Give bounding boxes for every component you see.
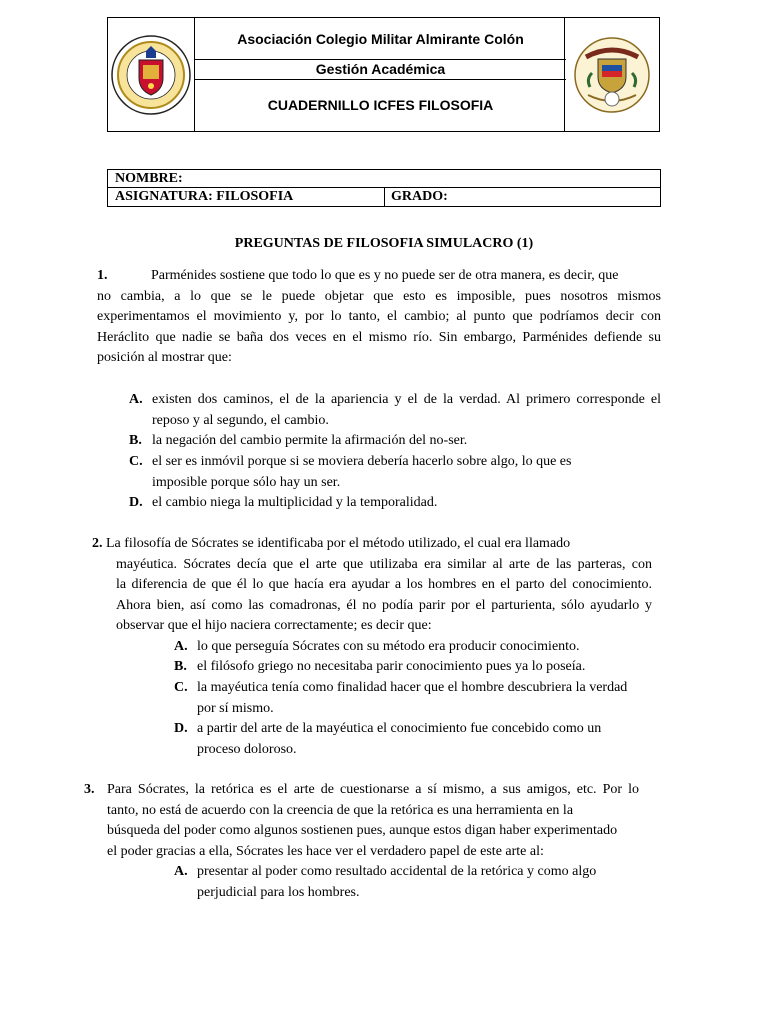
question-text-line: Ahora bien, así como las comadronas, él no podía parir por el parturienta, sólo ayudarlo y <box>116 597 652 613</box>
anniversary-logo-icon <box>572 35 652 115</box>
question-text-line: búsqueda del poder como algunos sostienen pues, aunque estos digan haber experimentado <box>107 823 618 838</box>
question-text-line: experimentamos el movimiento y, por lo tanto, el cambio; al punto que podríamos decir con <box>97 309 661 324</box>
option-text-line: proceso doloroso. <box>197 741 297 757</box>
option-text-line: perjudicial para los hombres. <box>197 884 360 900</box>
option-text-line: la mayéutica tenía como finalidad hacer que el hombre descubriera la verdad <box>197 680 628 695</box>
option-text-line: el filósofo griego no necesitaba parir conocimiento pues ya lo poseía. <box>197 659 586 674</box>
grade-field-label: GRADO: <box>391 189 448 204</box>
option-text-line: existen dos caminos, el de la apariencia y el de la verdad. Al primero corresponde el <box>152 392 661 407</box>
option-text-line: imposible porque sólo hay un ser. <box>152 474 341 490</box>
header-titles <box>195 18 566 131</box>
school-crest-right <box>564 18 659 131</box>
question-text-line: no cambia, a lo que se le puede objetar que esto es imposible, pues nosotros mismos <box>97 288 661 304</box>
institution-name: Asociación Colegio Militar Almirante Colón <box>195 18 566 60</box>
question-text-line: el poder gracias a ella, Sócrates les hace ver el verdadero papel de este arte al: <box>107 843 544 859</box>
option-text-line: por sí mismo. <box>197 700 274 716</box>
document-header <box>107 17 660 132</box>
option-letter: A. <box>129 392 143 407</box>
name-field-label: NOMBRE: <box>108 170 660 188</box>
option-text-line: a partir del arte de la mayéutica el conocimiento fue concebido como un <box>197 721 602 736</box>
question-text-line: Heráclito que nadie se baña dos veces en el mismo río. Sin embargo, Parménides defiende su <box>97 329 661 345</box>
question-text-line: Para Sócrates, la retórica es el arte de cuestionarse a sí mismo, a sus amigos, etc. Por lo <box>107 782 639 797</box>
question-text-line: mayéutica. Sócrates decía que el arte que utilizaba era similar al arte de las parteras, con <box>116 556 652 572</box>
option-text-line: el cambio niega la multiplicidad y la temporalidad. <box>152 495 438 510</box>
option-letter: C. <box>174 680 188 695</box>
question-number: 3. <box>84 782 95 797</box>
option-letter: A. <box>174 864 188 879</box>
school-crest-left <box>108 18 195 131</box>
question-number: 2. <box>92 536 103 551</box>
question-text-line: tanto, no está de acuerdo con la creencia de que la retórica es una herramienta en la <box>107 802 574 818</box>
option-text-line: presentar al poder como resultado accidental de la retórica y como algo <box>197 864 597 879</box>
option-text-line: reposo y al segundo, el cambio. <box>152 412 329 428</box>
option-letter: C. <box>129 454 143 469</box>
option-letter: B. <box>174 659 187 674</box>
option-text-line: el ser es inmóvil porque si se moviera debería hacerlo sobre algo, lo que es <box>152 454 572 469</box>
question-text-line: la diferencia de que él lo que hacía era ayudar a los hombres en el parto del conocimiento. <box>116 577 652 592</box>
option-letter: D. <box>129 495 143 510</box>
option-text-line: lo que perseguía Sócrates con su método era producir conocimiento. <box>197 639 580 654</box>
exam-title: PREGUNTAS DE FILOSOFIA SIMULACRO (1) <box>234 236 534 251</box>
subject-field-label: ASIGNATURA: FILOSOFIA <box>108 188 385 206</box>
question-text-line: Parménides sostiene que todo lo que es y no puede ser de otra manera, es decir, que <box>151 268 619 283</box>
option-letter: D. <box>174 721 188 736</box>
option-text-line: la negación del cambio permite la afirmación del no-ser. <box>152 433 468 448</box>
question-number: 1. <box>97 268 108 283</box>
question-text-line: posición al mostrar que: <box>97 350 232 365</box>
option-letter: A. <box>174 639 188 654</box>
option-letter: B. <box>129 433 142 448</box>
question-text-line: La filosofía de Sócrates se identificaba por el método utilizado, el cual era llamado <box>106 536 571 551</box>
student-info-table <box>107 169 661 207</box>
question-text-line: observar que el hijo naciera correctamente; es decir que: <box>116 618 432 633</box>
department-name: Gestión Académica <box>195 60 566 80</box>
crest-emblem-icon <box>110 34 192 116</box>
booklet-title: CUADERNILLO ICFES FILOSOFIA <box>267 97 494 113</box>
